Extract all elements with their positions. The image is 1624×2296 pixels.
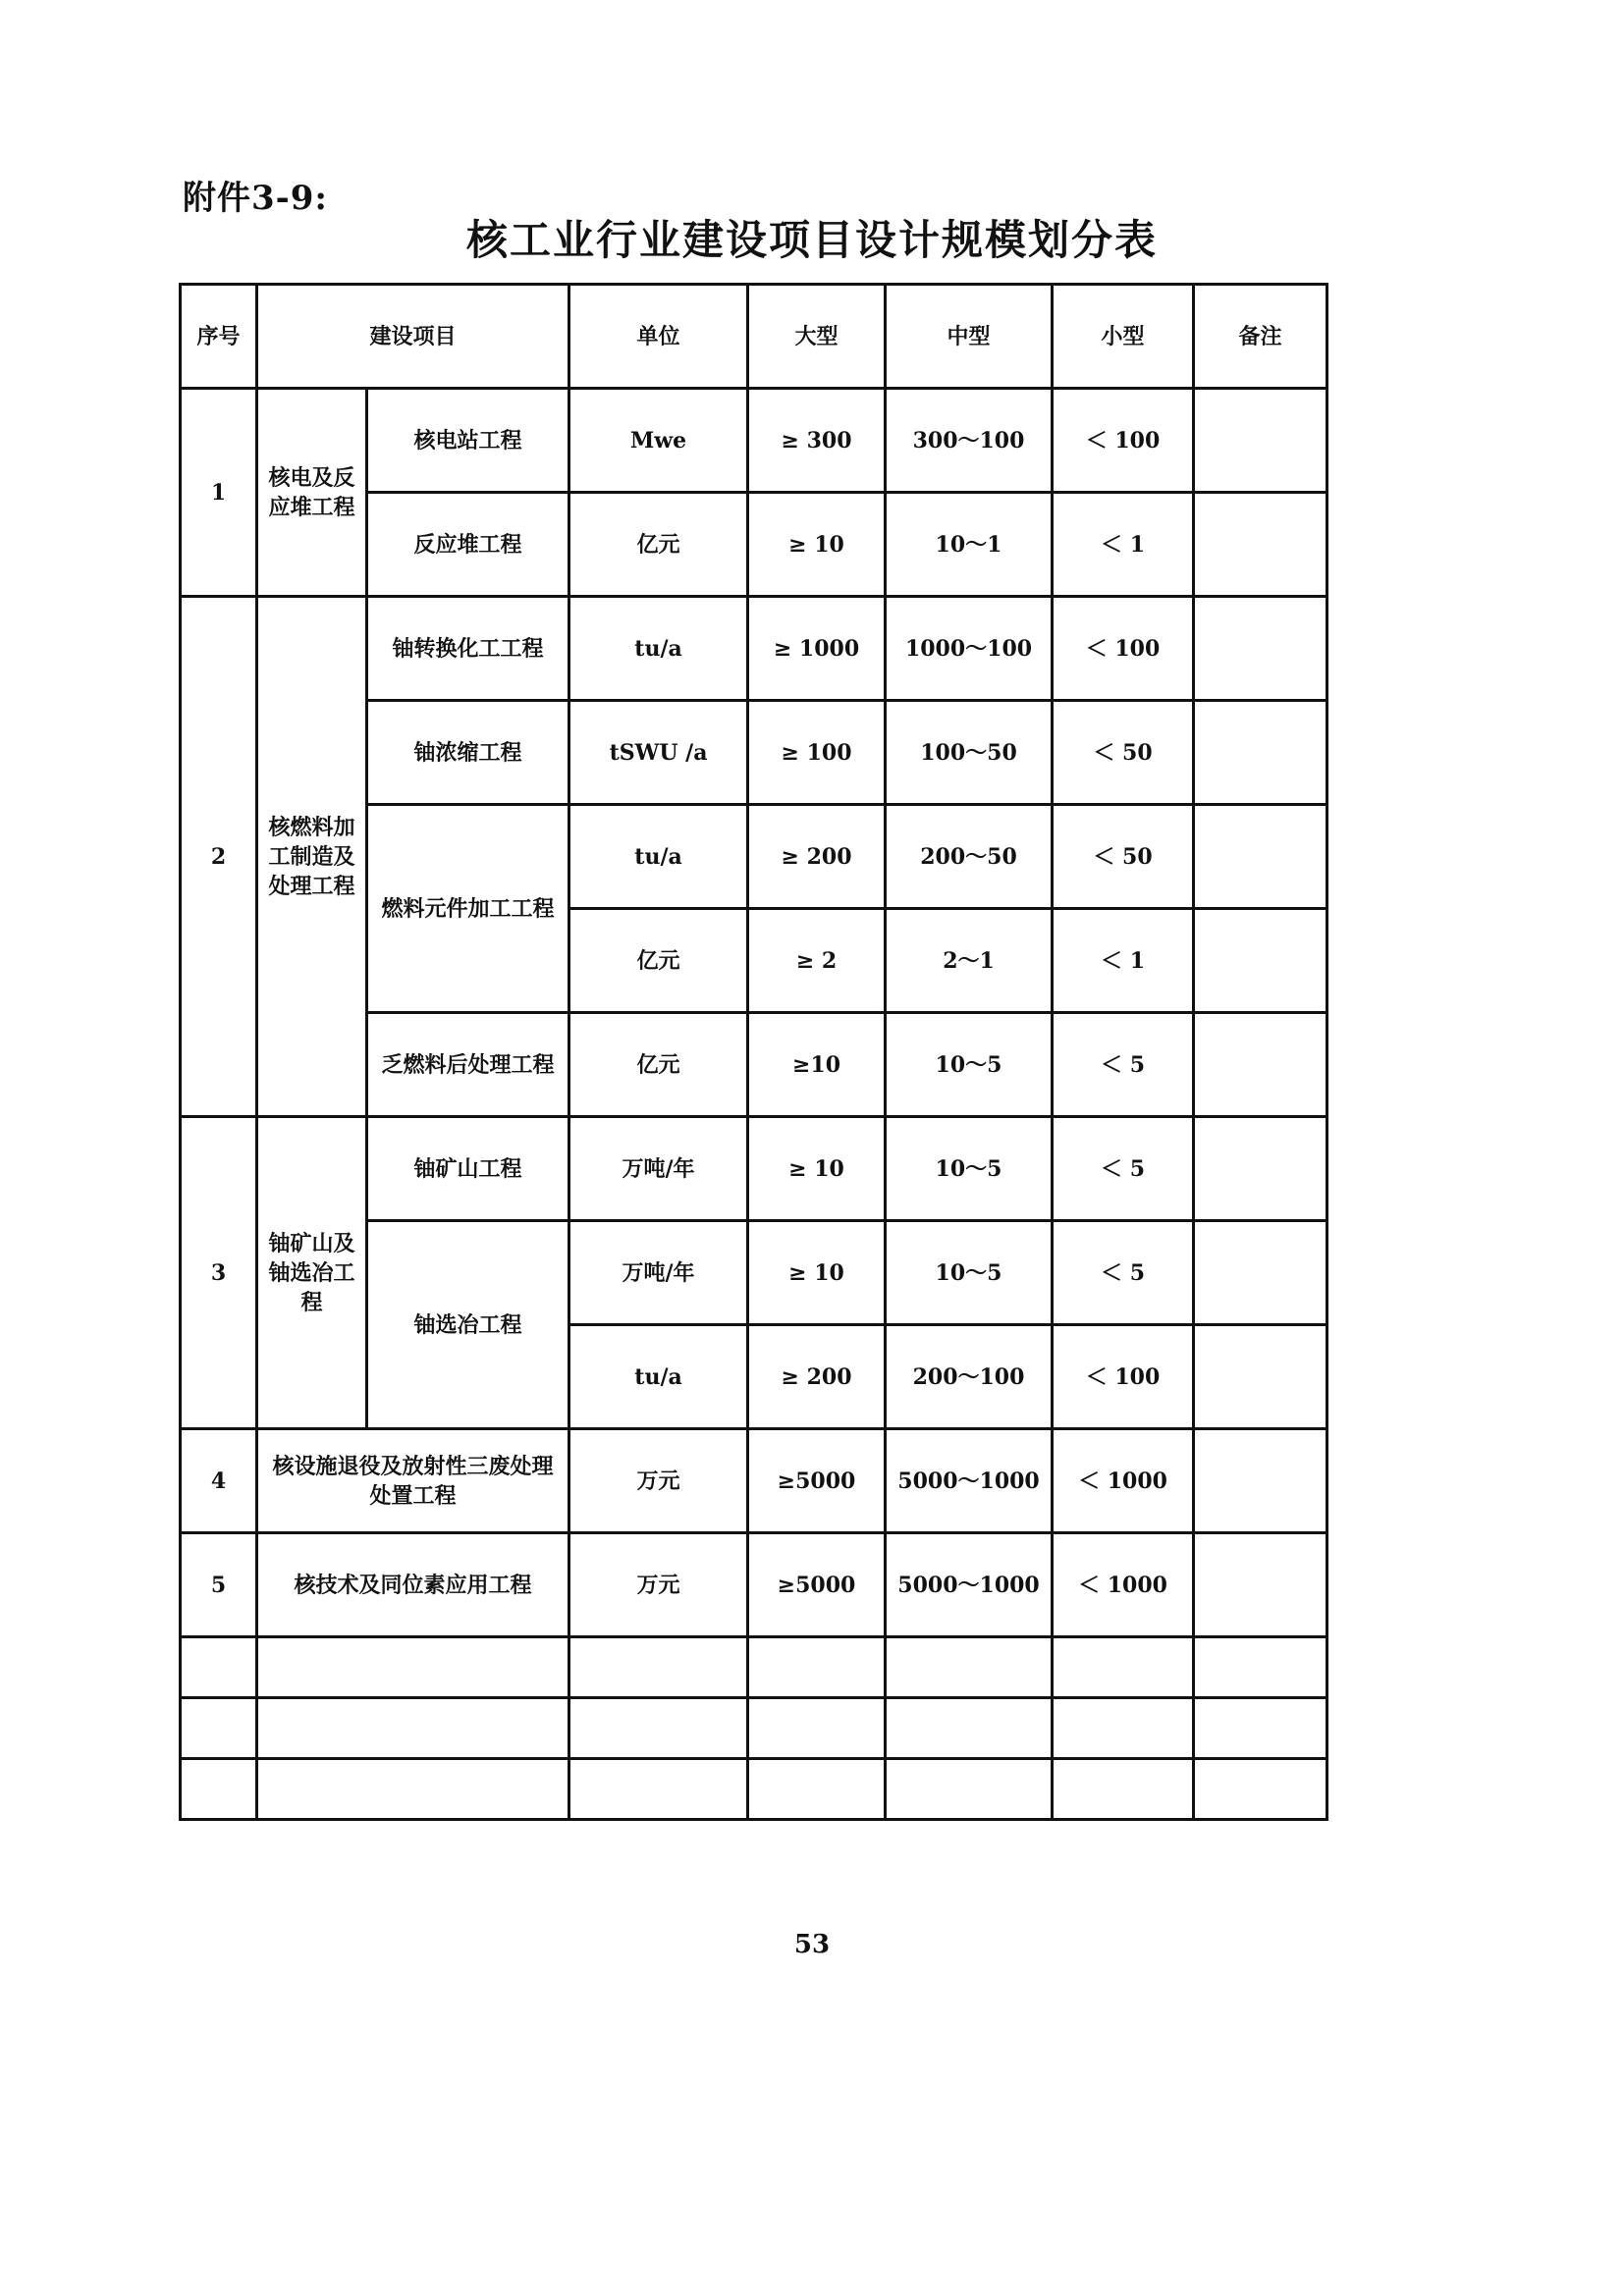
empty-cell [748, 1759, 886, 1820]
empty-cell [1194, 1698, 1327, 1759]
project-cell: 乏燃料后处理工程 [367, 1013, 569, 1117]
project-cell: 铀矿山工程 [367, 1117, 569, 1221]
small-cell: ＜ 100 [1053, 597, 1194, 701]
medium-cell: 1000～100 [886, 597, 1053, 701]
small-cell: ＜ 5 [1053, 1221, 1194, 1325]
empty-cell [748, 1698, 886, 1759]
project-cell: 铀转换化工工程 [367, 597, 569, 701]
large-cell: ≥ 10 [748, 493, 886, 597]
project-cell: 铀浓缩工程 [367, 701, 569, 805]
small-cell: ＜ 50 [1053, 805, 1194, 909]
empty-cell [1053, 1637, 1194, 1698]
small-cell: ＜ 1 [1053, 909, 1194, 1013]
empty-cell [181, 1698, 257, 1759]
small-cell: ＜ 100 [1053, 1325, 1194, 1429]
category-cell: 核燃料加工制造及处理工程 [257, 597, 367, 1117]
remark-cell [1194, 805, 1327, 909]
large-cell: ≥ 10 [748, 1221, 886, 1325]
empty-cell [748, 1637, 886, 1698]
empty-cell [181, 1637, 257, 1698]
table-row [181, 1429, 1327, 1533]
empty-cell [257, 1759, 569, 1820]
header-remark: 备注 [1194, 285, 1327, 389]
unit-cell: 亿元 [569, 493, 748, 597]
large-cell: ≥ 2 [748, 909, 886, 1013]
project-cell: 燃料元件加工工程 [367, 805, 569, 1013]
table-header-row [181, 285, 1327, 389]
empty-cell [569, 1637, 748, 1698]
empty-cell [1053, 1698, 1194, 1759]
medium-cell: 10～5 [886, 1221, 1053, 1325]
empty-cell [1053, 1759, 1194, 1820]
category-cell: 核电及反应堆工程 [257, 389, 367, 597]
project-cell: 核电站工程 [367, 389, 569, 493]
header-seq: 序号 [181, 285, 257, 389]
table-row [181, 597, 1327, 701]
table-row [181, 389, 1327, 493]
attachment-label: 附件3-9: [183, 179, 328, 218]
project-cell: 铀选冶工程 [367, 1221, 569, 1429]
empty-cell [181, 1759, 257, 1820]
large-cell: ≥5000 [748, 1429, 886, 1533]
remark-cell [1194, 493, 1327, 597]
small-cell: ＜ 100 [1053, 389, 1194, 493]
medium-cell: 300～100 [886, 389, 1053, 493]
unit-cell: 万元 [569, 1429, 748, 1533]
large-cell: ≥ 200 [748, 805, 886, 909]
project-cell: 反应堆工程 [367, 493, 569, 597]
empty-cell [1194, 1759, 1327, 1820]
empty-cell [257, 1637, 569, 1698]
medium-cell: 5000～1000 [886, 1429, 1053, 1533]
header-project: 建设项目 [257, 285, 569, 389]
empty-cell [569, 1698, 748, 1759]
unit-cell: tu/a [569, 1325, 748, 1429]
remark-cell [1194, 597, 1327, 701]
remark-cell [1194, 701, 1327, 805]
remark-cell [1194, 1533, 1327, 1637]
empty-cell [569, 1759, 748, 1820]
remark-cell [1194, 909, 1327, 1013]
remark-cell [1194, 1013, 1327, 1117]
empty-cell [886, 1759, 1053, 1820]
empty-cell [1194, 1637, 1327, 1698]
unit-cell: Mwe [569, 389, 748, 493]
page-number: 53 [793, 1930, 831, 1959]
header-medium: 中型 [886, 285, 1053, 389]
medium-cell: 10～5 [886, 1013, 1053, 1117]
medium-cell: 5000～1000 [886, 1533, 1053, 1637]
large-cell: ≥ 100 [748, 701, 886, 805]
medium-cell: 200～100 [886, 1325, 1053, 1429]
seq-cell: 4 [181, 1429, 257, 1533]
project-cell: 核设施退役及放射性三废处理处置工程 [257, 1429, 569, 1533]
empty-row [181, 1637, 1327, 1698]
scale-classification-table [179, 283, 1328, 1821]
category-cell: 铀矿山及铀选冶工程 [257, 1117, 367, 1429]
unit-cell: 万吨/年 [569, 1221, 748, 1325]
medium-cell: 2～1 [886, 909, 1053, 1013]
empty-cell [257, 1698, 569, 1759]
large-cell: ≥ 200 [748, 1325, 886, 1429]
small-cell: ＜ 1000 [1053, 1533, 1194, 1637]
large-cell: ≥ 300 [748, 389, 886, 493]
unit-cell: tu/a [569, 805, 748, 909]
medium-cell: 200～50 [886, 805, 1053, 909]
unit-cell: tSWU /a [569, 701, 748, 805]
remark-cell [1194, 1221, 1327, 1325]
medium-cell: 100～50 [886, 701, 1053, 805]
unit-cell: 亿元 [569, 909, 748, 1013]
table-row [181, 1117, 1327, 1221]
empty-cell [886, 1637, 1053, 1698]
remark-cell [1194, 1429, 1327, 1533]
empty-row [181, 1759, 1327, 1820]
header-small: 小型 [1053, 285, 1194, 389]
large-cell: ≥5000 [748, 1533, 886, 1637]
large-cell: ≥ 10 [748, 1117, 886, 1221]
small-cell: ＜ 1000 [1053, 1429, 1194, 1533]
table-row [181, 1533, 1327, 1637]
seq-cell: 5 [181, 1533, 257, 1637]
unit-cell: tu/a [569, 597, 748, 701]
small-cell: ＜ 50 [1053, 701, 1194, 805]
remark-cell [1194, 1117, 1327, 1221]
small-cell: ＜ 5 [1053, 1013, 1194, 1117]
seq-cell: 2 [181, 597, 257, 1117]
small-cell: ＜ 5 [1053, 1117, 1194, 1221]
large-cell: ≥ 1000 [748, 597, 886, 701]
header-unit: 单位 [569, 285, 748, 389]
remark-cell [1194, 1325, 1327, 1429]
medium-cell: 10～1 [886, 493, 1053, 597]
empty-cell [886, 1698, 1053, 1759]
unit-cell: 万元 [569, 1533, 748, 1637]
unit-cell: 万吨/年 [569, 1117, 748, 1221]
small-cell: ＜ 1 [1053, 493, 1194, 597]
project-cell: 核技术及同位素应用工程 [257, 1533, 569, 1637]
medium-cell: 10～5 [886, 1117, 1053, 1221]
large-cell: ≥10 [748, 1013, 886, 1117]
header-large: 大型 [748, 285, 886, 389]
seq-cell: 3 [181, 1117, 257, 1429]
unit-cell: 亿元 [569, 1013, 748, 1117]
seq-cell: 1 [181, 389, 257, 597]
empty-row [181, 1698, 1327, 1759]
page-title: 核工业行业建设项目设计规模划分表 [465, 216, 1158, 264]
remark-cell [1194, 389, 1327, 493]
